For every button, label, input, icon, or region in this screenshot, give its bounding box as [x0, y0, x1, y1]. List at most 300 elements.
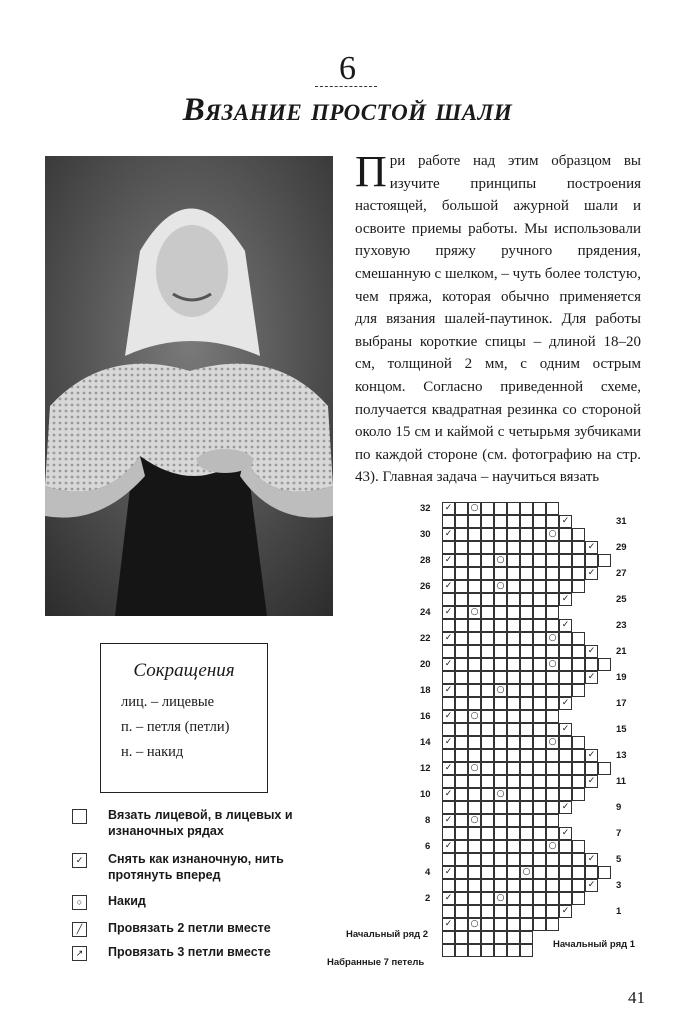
chart-cell: ✓ — [559, 723, 572, 736]
chart-cell: ○ — [494, 684, 507, 697]
chart-cell — [455, 515, 468, 528]
chart-cell — [468, 619, 481, 632]
abbreviations-box — [100, 643, 268, 793]
chart-cell — [507, 632, 520, 645]
chart-cell — [468, 528, 481, 541]
chart-cell — [520, 827, 533, 840]
chart-cell — [546, 775, 559, 788]
chart-cell — [520, 619, 533, 632]
row-number-left: 12 — [420, 763, 431, 774]
chart-cell: ✓ — [442, 814, 455, 827]
abbreviation-item: лиц. – лицевые — [121, 694, 215, 710]
chart-cell — [455, 658, 468, 671]
chart-cell — [455, 580, 468, 593]
chart-cell — [507, 801, 520, 814]
chart-cell — [520, 593, 533, 606]
chart-cell — [494, 918, 507, 931]
chart-cell — [455, 762, 468, 775]
chart-cell: ✓ — [442, 632, 455, 645]
chart-cell — [520, 749, 533, 762]
chart-cell — [559, 671, 572, 684]
chart-cell — [507, 697, 520, 710]
row-number-left: 30 — [420, 529, 431, 540]
row-number-right: 5 — [616, 854, 622, 865]
chart-cell — [559, 684, 572, 697]
chart-cell — [520, 502, 533, 515]
chart-cell — [494, 632, 507, 645]
chart-cell — [507, 528, 520, 541]
chart-cell — [468, 541, 481, 554]
chart-cell — [455, 879, 468, 892]
chart-cell — [559, 528, 572, 541]
row-number-right: 7 — [616, 828, 622, 839]
chart-cell — [546, 918, 559, 931]
chart-cell — [442, 567, 455, 580]
chart-cell — [572, 645, 585, 658]
row-number-right: 15 — [616, 724, 627, 735]
chart-cell — [559, 645, 572, 658]
chart-cell: ○ — [468, 762, 481, 775]
chart-cell — [507, 775, 520, 788]
chart-cell: ✓ — [442, 840, 455, 853]
chart-cell — [442, 944, 455, 957]
chart-cell — [494, 827, 507, 840]
chart-cell — [546, 723, 559, 736]
chart-cell — [507, 918, 520, 931]
chart-cell — [546, 762, 559, 775]
chart-cell — [520, 710, 533, 723]
chart-cell — [559, 749, 572, 762]
row-number-left: 26 — [420, 581, 431, 592]
chart-cell — [572, 749, 585, 762]
chart-cell — [572, 775, 585, 788]
chart-cell: ○ — [546, 528, 559, 541]
chart-cell — [455, 840, 468, 853]
chart-cell — [546, 827, 559, 840]
chart-cell — [507, 684, 520, 697]
chart-cell — [520, 606, 533, 619]
chart-cell — [455, 736, 468, 749]
chart-cell — [533, 918, 546, 931]
row-number-left: 24 — [420, 607, 431, 618]
page-number: 41 — [628, 988, 645, 1007]
chart-cell — [468, 515, 481, 528]
chart-cell — [481, 606, 494, 619]
chart-cell — [546, 697, 559, 710]
chart-cell — [572, 736, 585, 749]
chart-cell — [507, 658, 520, 671]
chart-cell — [442, 801, 455, 814]
chart-cell — [481, 632, 494, 645]
chart-cell — [455, 905, 468, 918]
chart-cell — [520, 554, 533, 567]
chart-cell: ✓ — [442, 892, 455, 905]
row-number-left: 6 — [425, 841, 431, 852]
chart-cell — [494, 801, 507, 814]
chart-cell — [481, 762, 494, 775]
chart-cell: ✓ — [585, 853, 598, 866]
chart-cell — [507, 502, 520, 515]
intro-paragraph: ри работе над этим образцом вы изучите принципы построения настоящей, большой ажурной шали и освоите приемы работы. Мы использовали пуховую пряжу ручного прядения, смешанную с шелком, – чуть более толстую, чем пряжа, которая обычно применяется для вязания шалей-паутинок. Для работы выбраны короткие спицы – длиной 18–20 см, толщиной 2 мм, с одним острым концом. Согласно приведенной схеме, получается квадратная резинка со стороной около 15 см и каймой с четырьмя зубчиками по каждой стороне (см. фотографию на стр. 43). Главная задача – научиться вязать — [355, 153, 641, 486]
row-number-left: 18 — [420, 685, 431, 696]
row-number-left: 16 — [420, 711, 431, 722]
chart-cell — [520, 944, 533, 957]
chart-cell — [520, 658, 533, 671]
chart-cell — [442, 619, 455, 632]
chart-cell — [481, 671, 494, 684]
chart-cell — [507, 879, 520, 892]
chart-cell — [481, 775, 494, 788]
chart-cell — [533, 905, 546, 918]
chart-cell — [507, 827, 520, 840]
chart-cell — [533, 567, 546, 580]
chart-cell — [533, 658, 546, 671]
chart-cell — [559, 853, 572, 866]
chart-cell — [507, 905, 520, 918]
chart-cell — [481, 918, 494, 931]
chart-cell: ✓ — [585, 567, 598, 580]
chart-cell: ○ — [468, 918, 481, 931]
chart-cell: ✓ — [559, 697, 572, 710]
chart-cell — [533, 619, 546, 632]
chart-cell: ✓ — [585, 749, 598, 762]
chart-cell — [455, 866, 468, 879]
chart-cell — [546, 541, 559, 554]
row-number-left: 4 — [425, 867, 431, 878]
chart-cell — [507, 853, 520, 866]
chart-cell — [533, 697, 546, 710]
chart-cell — [572, 528, 585, 541]
chart-cell — [533, 528, 546, 541]
chart-cell — [455, 723, 468, 736]
chart-cell — [494, 866, 507, 879]
chart-cell — [546, 801, 559, 814]
chart-cell — [481, 931, 494, 944]
chart-cell — [481, 502, 494, 515]
chart-cell — [468, 645, 481, 658]
chart-cell — [520, 918, 533, 931]
abbreviation-item: н. – накид — [121, 744, 184, 760]
chart-cell — [533, 736, 546, 749]
chart-cell — [546, 866, 559, 879]
chart-cell — [455, 801, 468, 814]
chart-cell — [494, 658, 507, 671]
chart-cell — [533, 554, 546, 567]
chart-cell — [572, 762, 585, 775]
chart-cell — [468, 788, 481, 801]
chart-cell — [481, 788, 494, 801]
chart-cell — [507, 554, 520, 567]
chart-cell — [585, 866, 598, 879]
chart-cell — [481, 580, 494, 593]
chart-cell — [455, 749, 468, 762]
chart-cell: ○ — [468, 710, 481, 723]
chart-cell — [468, 827, 481, 840]
chart-cell — [481, 801, 494, 814]
chart-cell — [507, 931, 520, 944]
chart-cell — [481, 814, 494, 827]
chart-cell — [507, 619, 520, 632]
chart-cell — [481, 541, 494, 554]
chart-cell: ○ — [468, 502, 481, 515]
chart-cell — [546, 788, 559, 801]
chart-cell — [494, 671, 507, 684]
chart-cell — [559, 658, 572, 671]
chart-cell: ○ — [546, 632, 559, 645]
chart-cell — [598, 866, 611, 879]
chart-cell — [585, 762, 598, 775]
chart-cell — [455, 567, 468, 580]
chart-cell — [546, 684, 559, 697]
chart-cell — [520, 814, 533, 827]
chart-cell — [494, 853, 507, 866]
chart-cell — [494, 528, 507, 541]
legend-label: Провязать 3 петли вместе — [108, 945, 271, 959]
chart-cell — [546, 554, 559, 567]
chart-cell — [520, 788, 533, 801]
chart-cell — [559, 632, 572, 645]
chart-cell — [468, 736, 481, 749]
chart-cell — [507, 593, 520, 606]
chart-cell — [572, 658, 585, 671]
chart-cell — [507, 762, 520, 775]
chart-cell — [481, 866, 494, 879]
row-number-left: 22 — [420, 633, 431, 644]
chart-cell — [572, 788, 585, 801]
abbreviation-item: п. – петля (петли) — [121, 719, 230, 735]
chart-cell — [481, 515, 494, 528]
chart-cell — [559, 554, 572, 567]
chart-cell — [533, 879, 546, 892]
legend-label: Вязать лицевой, в лицевых и изнаночных рядах — [108, 808, 293, 838]
chart-cell — [598, 762, 611, 775]
chart-cell — [481, 710, 494, 723]
chart-cell — [468, 879, 481, 892]
chart-cell — [494, 840, 507, 853]
chart-cell — [494, 645, 507, 658]
chart-cell: ✓ — [559, 515, 572, 528]
abbreviations-title: Сокращения — [133, 660, 235, 681]
chart-cell — [546, 580, 559, 593]
chart-cell — [455, 645, 468, 658]
shawl-photo — [45, 156, 333, 616]
chart-cell: ✓ — [559, 801, 572, 814]
chart-cell — [455, 502, 468, 515]
chart-cell — [468, 593, 481, 606]
chart-cell — [520, 528, 533, 541]
chart-cell — [507, 723, 520, 736]
chart-cell — [533, 801, 546, 814]
chart-cell — [546, 645, 559, 658]
yarn-over-icon: ○ — [72, 895, 87, 910]
chart-cell — [520, 697, 533, 710]
chart-cell — [533, 671, 546, 684]
row-number-right: 17 — [616, 698, 627, 709]
chart-cell — [533, 814, 546, 827]
chart-cell — [572, 632, 585, 645]
chart-cell — [572, 840, 585, 853]
chart-cell — [494, 879, 507, 892]
chart-cell — [494, 736, 507, 749]
row-number-right: 25 — [616, 594, 627, 605]
chart-cell — [546, 853, 559, 866]
chart-cell — [494, 762, 507, 775]
chart-cell — [455, 632, 468, 645]
chart-cell — [507, 541, 520, 554]
chart-cell — [481, 684, 494, 697]
row-number-left: 2 — [425, 893, 431, 904]
chart-cell — [442, 775, 455, 788]
chart-cell — [442, 697, 455, 710]
chart-cell — [455, 528, 468, 541]
chart-cell: ✓ — [442, 606, 455, 619]
chart-cell — [455, 606, 468, 619]
chart-cell — [533, 606, 546, 619]
chart-cell — [572, 567, 585, 580]
chart-cell: ✓ — [442, 684, 455, 697]
chart-cell — [468, 905, 481, 918]
chart-cell — [468, 853, 481, 866]
chart-cell — [468, 554, 481, 567]
chart-cell: ✓ — [585, 775, 598, 788]
chart-cell — [481, 723, 494, 736]
chart-cell — [507, 567, 520, 580]
chart-cell — [533, 853, 546, 866]
cast-on-label: Набранные 7 петель — [327, 957, 425, 968]
chart-cell — [546, 671, 559, 684]
chart-cell — [507, 840, 520, 853]
chart-cell: ○ — [468, 606, 481, 619]
chart-cell — [520, 723, 533, 736]
chart-cell — [546, 515, 559, 528]
chart-cell — [520, 736, 533, 749]
chart-cell — [533, 749, 546, 762]
chart-cell: ✓ — [442, 736, 455, 749]
chart-cell — [572, 853, 585, 866]
chart-cell — [585, 658, 598, 671]
chart-cell — [507, 606, 520, 619]
chart-cell — [455, 619, 468, 632]
chart-cell — [455, 697, 468, 710]
chart-cell — [520, 931, 533, 944]
row-number-left: 8 — [425, 815, 431, 826]
chart-cell — [507, 671, 520, 684]
page-title: Вязание простой шали — [182, 92, 513, 128]
chart-cell — [533, 684, 546, 697]
chart-cell — [507, 814, 520, 827]
chart-cell — [494, 515, 507, 528]
row-number-right: 23 — [616, 620, 627, 631]
chart-cell — [481, 827, 494, 840]
chart-cell — [507, 645, 520, 658]
row-number-right: 31 — [616, 516, 627, 527]
chapter-rule — [315, 86, 377, 87]
chart-cell — [468, 775, 481, 788]
legend-label: Снять как изнаночную, нить протянуть вперед — [108, 852, 284, 882]
chart-cell — [533, 892, 546, 905]
row-number-right: 29 — [616, 542, 627, 553]
chart-cell — [481, 619, 494, 632]
row-number-left: 28 — [420, 555, 431, 566]
row-number-right: 27 — [616, 568, 627, 579]
chart-cell — [494, 567, 507, 580]
chart-cell — [533, 866, 546, 879]
row-number-right: 13 — [616, 750, 627, 761]
chart-cell — [481, 528, 494, 541]
chart-cell — [481, 645, 494, 658]
chart-cell: ✓ — [559, 905, 572, 918]
row-number-left: 14 — [420, 737, 431, 748]
chart-cell — [468, 697, 481, 710]
row-number-right: 9 — [616, 802, 622, 813]
chart-cell — [520, 892, 533, 905]
chart-cell — [442, 645, 455, 658]
chart-cell — [520, 671, 533, 684]
chart-cell — [546, 905, 559, 918]
chart-cell — [546, 567, 559, 580]
chart-cell: ✓ — [559, 827, 572, 840]
chart-cell — [494, 944, 507, 957]
chart-cell — [468, 632, 481, 645]
chart-cell — [468, 684, 481, 697]
chart-cell — [442, 671, 455, 684]
chart-cell — [559, 879, 572, 892]
chart-cell — [481, 749, 494, 762]
chart-cell — [481, 944, 494, 957]
chart-cell — [455, 541, 468, 554]
chart-cell: ○ — [494, 892, 507, 905]
row-number-right: 1 — [616, 906, 622, 917]
chart-cell — [455, 853, 468, 866]
chart-cell — [546, 749, 559, 762]
chart-cell — [468, 944, 481, 957]
chart-cell — [481, 905, 494, 918]
chart-cell — [455, 593, 468, 606]
chart-cell — [559, 736, 572, 749]
chart-cell — [520, 905, 533, 918]
chapter-number: 6 — [339, 50, 356, 87]
chart-cell — [533, 502, 546, 515]
chart-cell: ✓ — [442, 554, 455, 567]
chart-cell — [559, 541, 572, 554]
chart-cell — [520, 801, 533, 814]
legend-label: Накид — [108, 894, 146, 908]
chart-cell — [572, 879, 585, 892]
chart-cell — [533, 788, 546, 801]
chart-cell — [572, 671, 585, 684]
chart-cell: ✓ — [442, 710, 455, 723]
chart-cell — [559, 567, 572, 580]
chart-cell — [533, 593, 546, 606]
chart-cell — [533, 645, 546, 658]
chart-cell — [533, 541, 546, 554]
chart-cell: ○ — [494, 788, 507, 801]
chart-cell — [494, 606, 507, 619]
chart-cell — [481, 567, 494, 580]
chart-cell — [494, 502, 507, 515]
k3tog-icon: ↗ — [72, 946, 87, 961]
chart-cell — [520, 645, 533, 658]
chart-cell — [507, 736, 520, 749]
chart-cell — [468, 931, 481, 944]
chart-cell — [572, 866, 585, 879]
chart-cell — [442, 905, 455, 918]
chart-cell — [468, 567, 481, 580]
chart-cell — [442, 749, 455, 762]
chart-cell — [494, 697, 507, 710]
chart-cell: ✓ — [442, 528, 455, 541]
chart-cell — [455, 554, 468, 567]
